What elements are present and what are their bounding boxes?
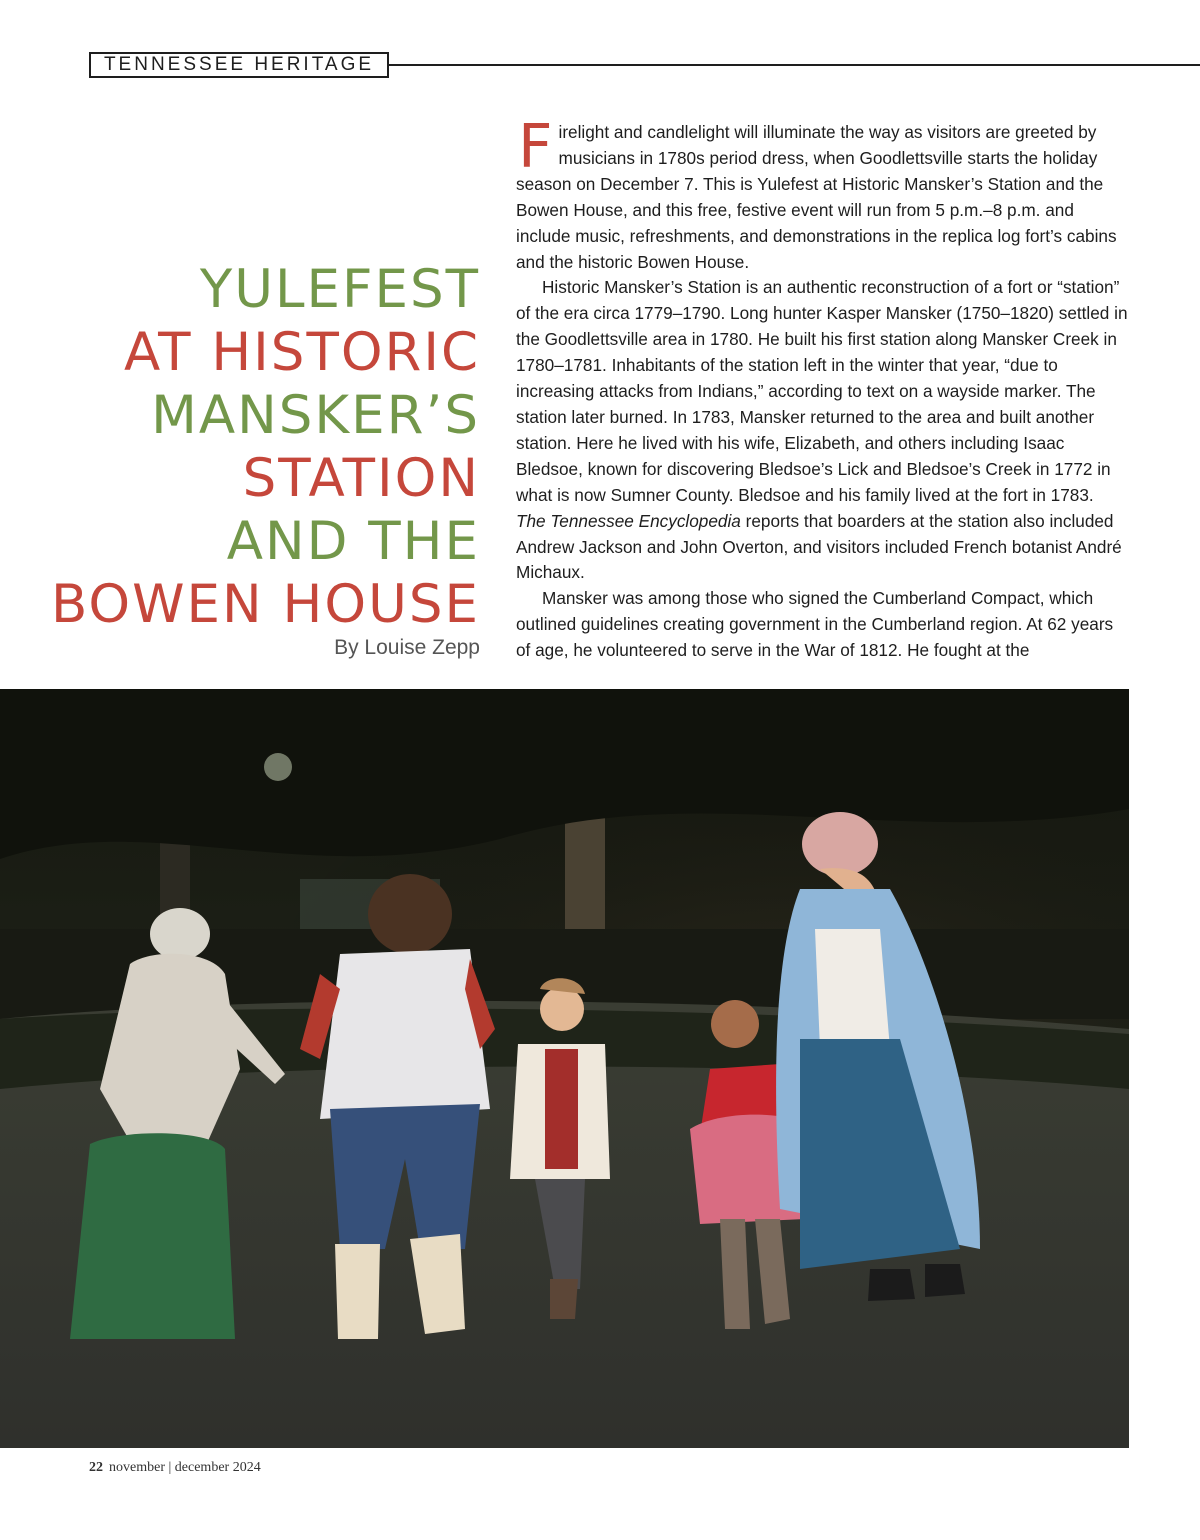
paragraph-2-text: Historic Mansker’s Station is an authentic reconstruction of a fort or “station” of the era circa 1779–1790. Long hunter Kasper Mansker (1750–1820) settled in the Goodlettsville area in 1780. He built his first station along Mansker Creek in 1780–1781. Inhabitants of the station left in the winter that year, “due to increasing attacks from Indians,” according to text on a wayside marker. The station later burned. In 1783, Mansker returned to the area and built another station. Here he lived with his wife, Elizabeth, and others including Isaac Bledsoe, known for discovering Bledsoe’s Lick and Bledsoe’s Creek in 1772 in what is now Sumner County. Bledsoe and his family lived at the fort in 1783. — [516, 277, 1128, 505]
article-body — [508, 112, 1128, 664]
section-tag: TENNESSEE HERITAGE — [89, 52, 389, 78]
paragraph-1-text: irelight and candlelight will illuminate the way as visitors are greeted by musicians in 1780s period dress, when Goodlettsville starts the holiday season on December 7. This is Yulefest at Historic Mansker’s Station and the Bowen House, and this free, festive event will run from 5 p.m.–8 p.m. and include music, refreshments, and demonstrations in the replica log fort’s cabins and the historic Bowen House. — [516, 122, 1117, 272]
encyclopedia-title: The Tennessee Encyclopedia — [516, 510, 741, 531]
section-rule — [389, 64, 1200, 66]
headline-line-4: STATION — [242, 448, 480, 509]
event-photo — [0, 689, 1129, 1448]
issue-date: november | december 2024 — [109, 1460, 261, 1475]
headline-line-1: YULEFEST — [199, 259, 480, 320]
headline — [10, 258, 480, 636]
page-number: 22 — [89, 1460, 103, 1475]
article-paragraph-3: Mansker was among those who signed the Cumberland Compact, which outlined guidelines creating government in the Cumberland region. At 62 years of age, he volunteered to serve in the War of 1812. He fought at the — [516, 588, 1114, 661]
drop-cap: F — [518, 112, 553, 182]
paragraph-2-text-end: reports that boarders at the station also included Andrew Jackson and John Overton, and visitors included French botanist André Michaux. — [516, 510, 1122, 583]
article-paragraph-2 — [508, 275, 1128, 586]
page-folio — [89, 1460, 261, 1476]
byline: By Louise Zepp — [334, 636, 480, 659]
headline-line-2: AT HISTORIC — [123, 322, 480, 383]
headline-line-3: MANSKER’S — [151, 385, 480, 446]
headline-line-6: BOWEN HOUSE — [50, 574, 480, 635]
article-paragraph-1 — [508, 112, 1128, 275]
headline-line-5: AND THE — [226, 511, 480, 572]
